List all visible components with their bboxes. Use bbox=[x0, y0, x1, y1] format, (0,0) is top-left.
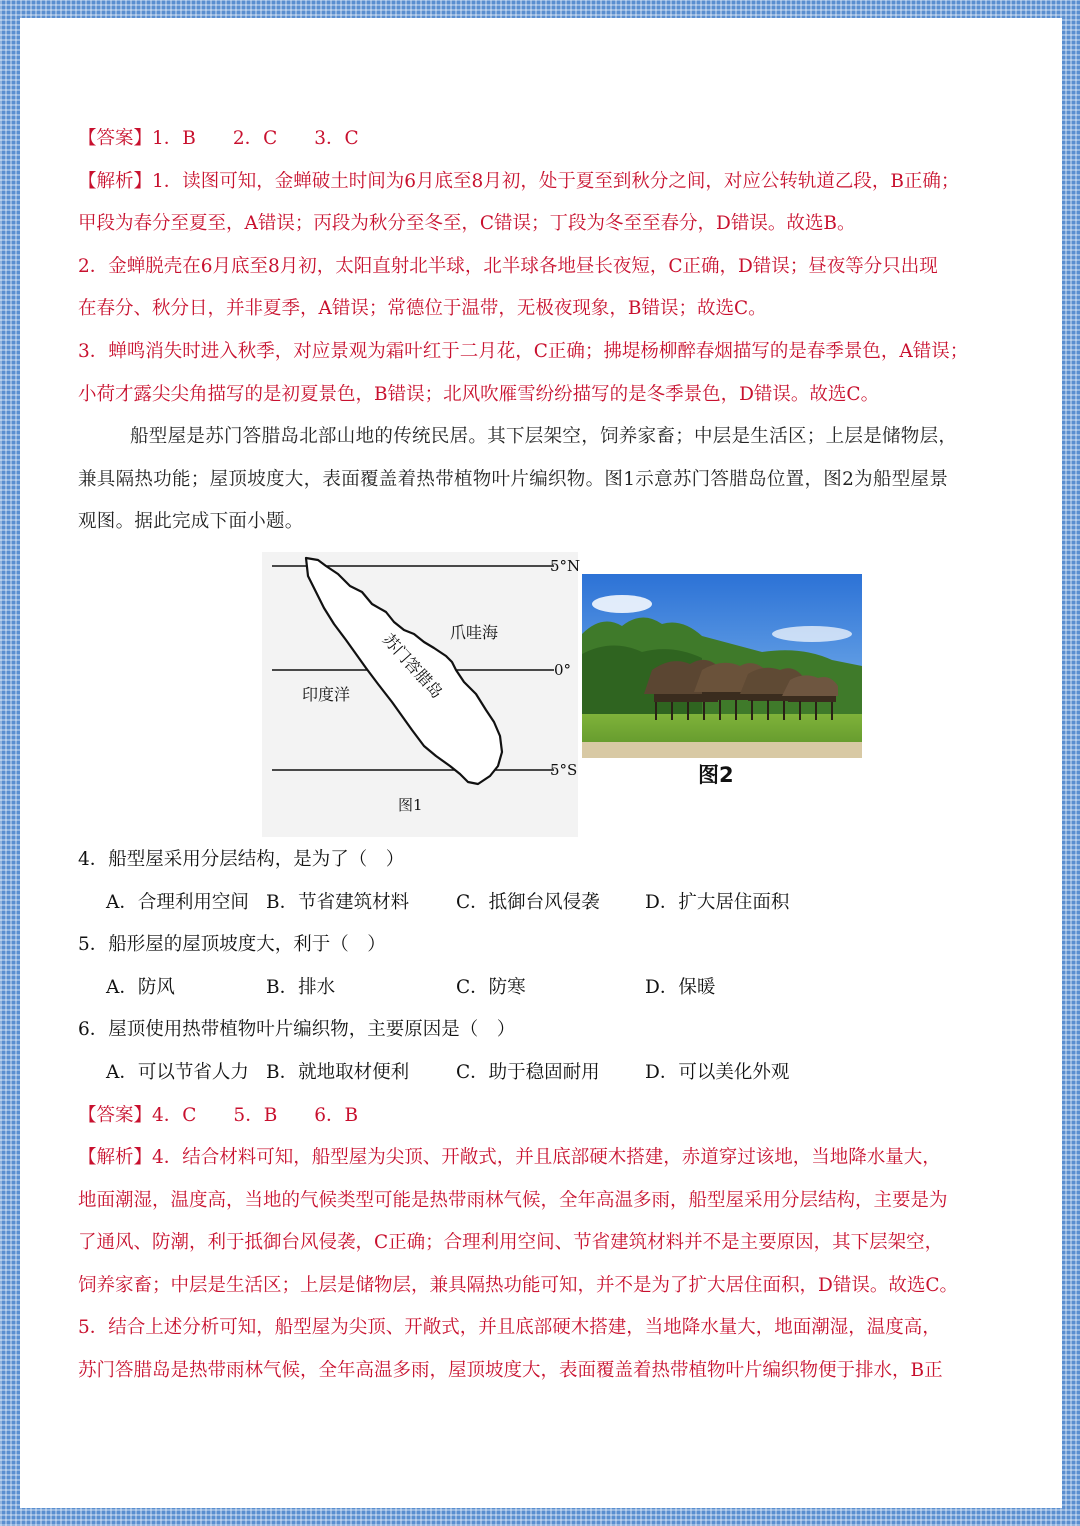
material-line-1: 船型屋是苏门答腊岛北部山地的传统民居。其下层架空，饲养家畜；中层是生活区；上层是储物层， bbox=[130, 426, 958, 448]
question-6-stem: 6．屋顶使用热带植物叶片编织物，主要原因是（ ） bbox=[78, 1019, 516, 1041]
question-4-option-d[interactable]: D．扩大居住面积 bbox=[645, 891, 790, 913]
figure-1-map bbox=[254, 552, 580, 840]
question-4-option-b[interactable]: B．节省建筑材料 bbox=[266, 891, 410, 913]
photo-cloud bbox=[772, 626, 852, 642]
label-java-sea: 爪哇海 bbox=[450, 622, 499, 642]
question-6-options bbox=[78, 1052, 988, 1095]
question-6-option-b[interactable]: B．就地取材便利 bbox=[266, 1061, 410, 1083]
photo-cloud bbox=[592, 595, 652, 613]
question-5-option-d[interactable]: D．保暖 bbox=[645, 976, 716, 998]
question-5-stem: 5．船形屋的屋顶坡度大，利于（ ） bbox=[78, 934, 386, 956]
analysis-3-line-b: 小荷才露尖尖角描写的是初夏景色，B错误；北风吹雁雪纷纷描写的是冬季景色，D错误。故选C。 bbox=[78, 383, 880, 405]
material-line-2: 兼具隔热功能；屋顶坡度大，表面覆盖着热带植物叶片编织物。图1示意苏门答腊岛位置，图2为船型屋景 bbox=[78, 468, 949, 490]
question-5-option-b[interactable]: B．排水 bbox=[266, 976, 336, 998]
label-equator: 0° bbox=[554, 660, 572, 679]
question-4-options bbox=[78, 882, 988, 925]
question-6-option-c[interactable]: C．助于稳固耐用 bbox=[456, 1061, 600, 1083]
analysis-4-line-d: 饲养家畜；中层是生活区；上层是储物层，兼具隔热功能可知，并不是为了扩大居住面积，D错误。故选C。 bbox=[78, 1274, 958, 1296]
analysis-4-line-c: 了通风、防潮，利于抵御台风侵袭，C正确；合理利用空间、节省建筑材料并不是主要原因，其下层架空， bbox=[78, 1232, 944, 1254]
analysis-4-line-a: 【解析】4．结合材料可知，船型屋为尖顶、开敞式，并且底部硬木搭建，赤道穿过该地，当地降水量大， bbox=[78, 1147, 941, 1169]
analysis-1-line-b: 甲段为春分至夏至，A错误；丙段为秋分至冬至，C错误；丁段为冬至至春分，D错误。故选B。 bbox=[78, 213, 856, 235]
analysis-2-line-a: 2．金蝉脱壳在6月底至8月初，太阳直射北半球，北半球各地昼长夜短，C正确，D错误；昼夜等分只出现 bbox=[78, 255, 938, 277]
question-5-options bbox=[78, 967, 988, 1010]
analysis-2-line-b: 在春分、秋分日，并非夏季，A错误；常德位于温带，无极夜现象，B错误；故选C。 bbox=[78, 298, 767, 320]
analysis-4-line-b: 地面潮湿，温度高，当地的气候类型可能是热带雨林气候，全年高温多雨，船型屋采用分层结构，主要是为 bbox=[78, 1189, 948, 1211]
question-4-stem: 4．船型屋采用分层结构，是为了（ ） bbox=[78, 848, 405, 870]
material-line-3: 观图。据此完成下面小题。 bbox=[78, 511, 304, 533]
answer-line-1-3: 【答案】1．B 2．C 3．C bbox=[78, 128, 359, 149]
label-5s: 5°S bbox=[550, 760, 578, 779]
question-4-option-c[interactable]: C．抵御台风侵袭 bbox=[456, 891, 600, 913]
question-6-option-a[interactable]: A．可以节省人力 bbox=[106, 1061, 249, 1083]
figure-2-photo bbox=[582, 574, 862, 786]
question-5-option-a[interactable]: A．防风 bbox=[106, 976, 175, 998]
figure-row bbox=[78, 544, 988, 839]
question-5-option-c[interactable]: C．防寒 bbox=[456, 976, 526, 998]
analysis-3-line-a: 3．蝉鸣消失时进入秋季，对应景观为霜叶红于二月花，C正确；拂堤杨柳醉春烟描写的是春季景色，A错误； bbox=[78, 340, 969, 362]
document-content bbox=[78, 118, 988, 1393]
figure-1-caption: 图1 bbox=[398, 795, 423, 814]
analysis-5-line-b: 苏门答腊岛是热带雨林气候，全年高温多雨，屋顶坡度大，表面覆盖着热带植物叶片编织物便于排水，B正 bbox=[78, 1360, 943, 1382]
answer-line-4-6: 【答案】4．C 5．B 6．B bbox=[78, 1104, 359, 1126]
figure-2-caption: 图2 bbox=[698, 762, 734, 786]
analysis-5-line-a: 5．结合上述分析可知，船型屋为尖顶、开敞式，并且底部硬木搭建，当地降水量大，地面潮湿，温度高， bbox=[78, 1317, 941, 1339]
label-5n: 5°N bbox=[550, 556, 580, 575]
label-sumatra: 苏门答腊岛 bbox=[379, 629, 447, 703]
analysis-1-line-a: 【解析】1．读图可知，金蝉破土时间为6月底至8月初，处于夏至到秋分之间，对应公转轨道乙段，B正确； bbox=[78, 170, 960, 192]
question-4-option-a[interactable]: A．合理利用空间 bbox=[106, 891, 249, 913]
question-6-option-d[interactable]: D．可以美化外观 bbox=[645, 1061, 790, 1083]
photo-path bbox=[582, 742, 862, 758]
label-indian-ocean: 印度洋 bbox=[302, 684, 351, 704]
